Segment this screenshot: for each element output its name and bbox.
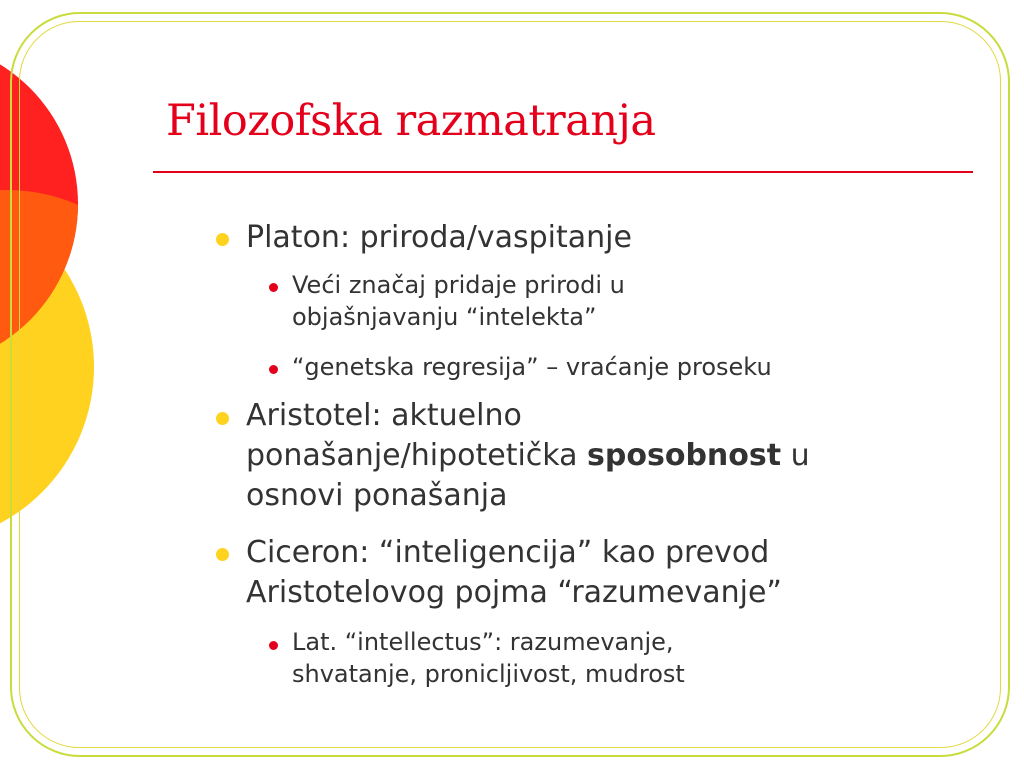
bullet-dot-yellow xyxy=(216,548,229,561)
bullet-dot-yellow xyxy=(216,233,229,246)
sub-bullet-item xyxy=(292,269,625,333)
sub-bullet-text: “genetska regresija” – vraćanje proseku xyxy=(292,353,772,381)
bullet-item xyxy=(246,533,782,613)
sub-bullet-dot-red xyxy=(269,283,278,292)
bullet-dot-yellow xyxy=(216,412,229,425)
emphasis-bold: sposobnost xyxy=(587,438,782,473)
bullet-line-text: u xyxy=(781,438,810,473)
bullet-item xyxy=(246,396,810,516)
bullet-text: Platon: priroda/vaspitanje xyxy=(246,220,632,255)
sub-bullet-line: Veći značaj pridaje prirodi u xyxy=(292,271,625,299)
bullet-item xyxy=(246,218,632,258)
bullet-line: Aristotel: aktuelno xyxy=(246,398,522,433)
title-underline xyxy=(153,171,973,173)
bullet-line: Aristotelovog pojma “razumevanje” xyxy=(246,575,782,610)
slide-title: Filozofska razmatranja xyxy=(166,96,656,146)
sub-bullet-dot-red xyxy=(269,641,278,650)
bullet-line xyxy=(246,436,810,476)
bullet-line: Ciceron: “inteligencija” kao prevod xyxy=(246,535,770,570)
sub-bullet-line: shvatanje, pronicljivost, mudrost xyxy=(292,660,685,688)
sub-bullet-item xyxy=(292,626,685,690)
sub-bullet-line: Lat. “intellectus”: razumevanje, xyxy=(292,628,674,656)
sub-bullet-line: objašnjavanju “intelekta” xyxy=(292,303,597,331)
sub-bullet-dot-red xyxy=(269,365,278,374)
bullet-line: osnovi ponašanja xyxy=(246,478,508,513)
sub-bullet-item xyxy=(292,351,772,383)
bullet-line-text: ponašanje/hipotetička xyxy=(246,438,588,473)
